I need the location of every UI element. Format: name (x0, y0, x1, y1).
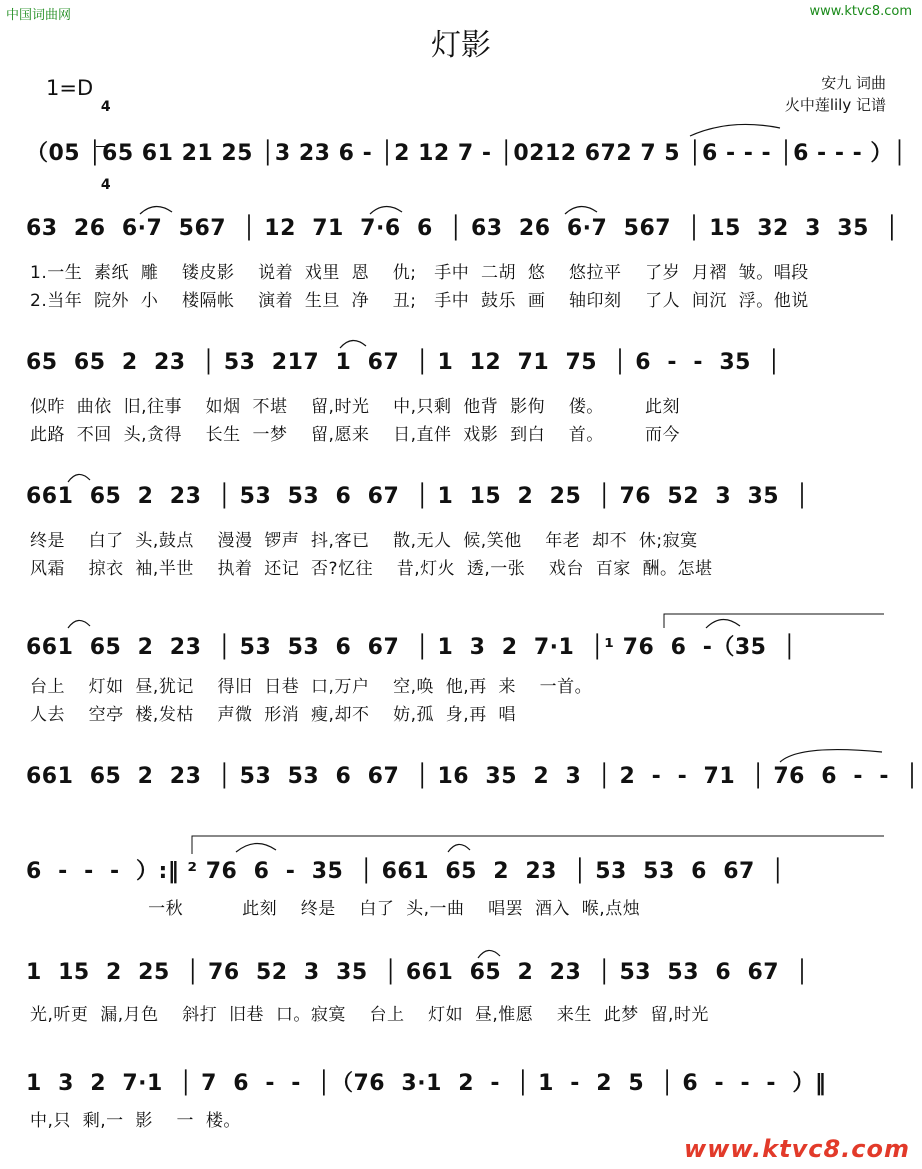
slur-s2-b (370, 206, 402, 214)
system-4-lyric-1: 终是 白了 头,鼓点 漫漫 锣声 抖,客已 散,无人 候,笑他 年老 却不 休;寂寞 (30, 531, 698, 551)
system-2-notes: 63 26 6·7 567 │ 12 71 7·6 6 │ 63 26 6·7 567 │ 15 32 3 35 │ (26, 216, 899, 241)
lyricist-credit: 安九 词曲 (821, 74, 886, 92)
system-4-notes: 661 65 2 23 │ 53 53 6 67 │ 1 15 2 25 │ 76 52 3 35 │ (26, 484, 810, 509)
time-signature-bottom: 4 (100, 177, 111, 193)
system-7-lyric-1: 一秋 此刻 终是 白了 头,一曲 唱罢 酒入 喉,点烛 (30, 899, 641, 919)
system-7-notes: 6 - - - ）:‖ ² 76 6 - 35 │ 661 65 2 23 │ 53 53 6 67 │ (26, 859, 785, 884)
slur-intro (690, 124, 780, 136)
system-8-notes: 1 15 2 25 │ 76 52 3 35 │ 661 65 2 23 │ 53 53 6 67 │ (26, 960, 810, 985)
system-9-notes: 1 3 2 7·1 │ 7 6 - - │（76 3·1 2 - │ 1 - 2 5 │ 6 - - - ）‖ (26, 1071, 827, 1096)
key-signature: 1=D (46, 76, 94, 100)
time-signature-top: 4 (100, 99, 111, 115)
system-3-lyric-2: 此路 不回 头,贪得 长生 一梦 留,愿来 日,直伴 戏影 到白 首。 而今 (30, 425, 681, 445)
watermark-url: www.ktvc8.com (684, 1135, 910, 1163)
slur-s7-b (448, 844, 470, 852)
system-2-lyric-1: 1.一生 素纸 雕 镂皮影 说着 戏里 恩 仇; 手中 二胡 悠 悠拉平 了岁 月褶 皱。唱段 (30, 263, 809, 283)
slur-s5-b (706, 619, 740, 628)
system-6-notes: 661 65 2 23 │ 53 53 6 67 │ 16 35 2 3 │ 2 - - 71 │ 76 6 - - │ (26, 764, 920, 789)
system-4-lyric-2: 风霜 掠衣 袖,半世 执着 还记 否?忆往 昔,灯火 透,一张 戏台 百家 酬。怎堪 (30, 559, 713, 579)
system-5-lyric-1: 台上 灯如 昼,犹记 得旧 日巷 口,万户 空,唤 他,再 来 一首。 (30, 677, 593, 697)
slur-s8 (478, 950, 500, 958)
slur-s4 (68, 474, 90, 482)
slur-s2-c (565, 206, 597, 214)
volta-1 (664, 614, 884, 628)
system-1-notes: （05 │65 61 21 25 │3 23 6 - │2 12 7 - │0212 672 7 5 │6 - - - │6 - - - ）│ (26, 141, 907, 166)
system-9-lyric-1: 中,只 剩,一 影 一 楼。 (30, 1111, 241, 1131)
site-label-right[interactable]: www.ktvc8.com (809, 4, 912, 19)
transcriber-credit: 火中莲lily 记谱 (784, 96, 886, 114)
slur-s7-a (236, 843, 276, 852)
system-5-notes: 661 65 2 23 │ 53 53 6 67 │ 1 3 2 7·1 │¹ 76 6 -（35 │ (26, 635, 797, 660)
slur-s5-a (68, 620, 90, 628)
system-3-lyric-1: 似昨 曲依 旧,往事 如烟 不堪 留,时光 中,只剩 他背 影佝 偻。 此刻 (30, 397, 681, 417)
site-label-left[interactable]: 中国词曲网 (6, 8, 72, 23)
system-2-lyric-2: 2.当年 院外 小 楼隔帐 演着 生旦 净 丑; 手中 鼓乐 画 轴印刻 了人 间沉 浮。他说 (30, 291, 809, 311)
system-3-notes: 65 65 2 23 │ 53 217 1 67 │ 1 12 71 75 │ 6 - - 35 │ (26, 350, 782, 375)
slur-s2-a (140, 206, 172, 214)
system-8-lyric-1: 光,听更 漏,月色 斜打 旧巷 口。寂寞 台上 灯如 昼,惟愿 来生 此梦 留,时光 (30, 1005, 709, 1025)
system-5-lyric-2: 人去 空亭 楼,发枯 声微 形消 瘦,却不 妨,孤 身,再 唱 (30, 705, 516, 725)
song-title: 灯影 (431, 28, 491, 63)
volta-2 (192, 836, 884, 854)
slur-s3 (340, 340, 366, 348)
slur-s6 (780, 750, 882, 762)
